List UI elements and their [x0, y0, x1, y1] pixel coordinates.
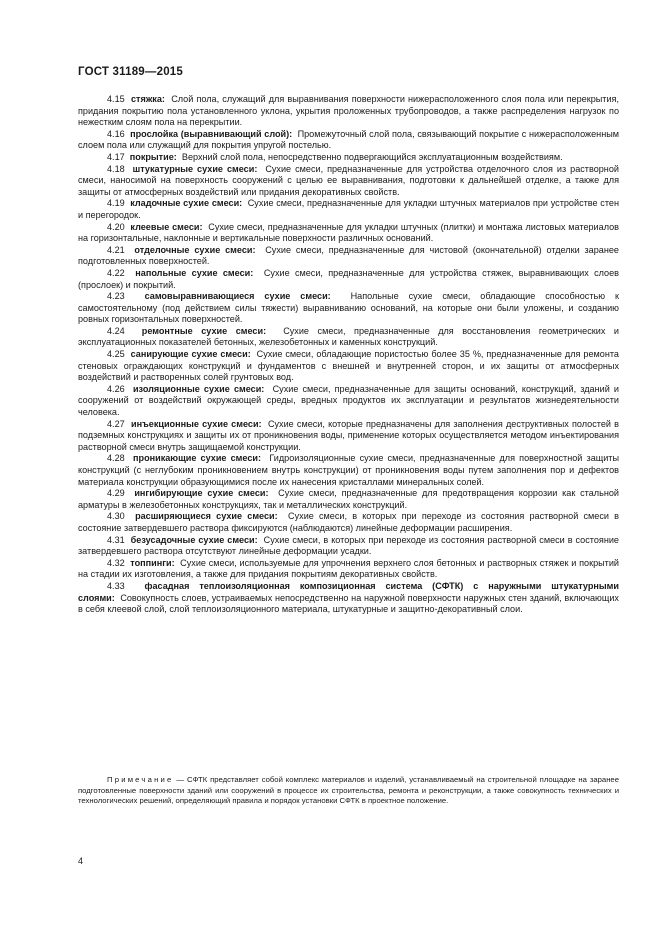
clause-term: самовыравнивающиеся сухие смеси: — [144, 291, 331, 302]
clause-definition: Сухие смеси, предназначенные для устройства отделочного слоя из растворной смеси, наносимой на поверхность сооружений с целью ее выравнивания, подготовки к дальнейшей отделке, а также для защиты от атмосферных воздействий или придания декоративных свойств. — [78, 163, 619, 197]
clause-4-19 — [78, 198, 619, 221]
clause-term: ремонтные сухие смеси: — [141, 325, 267, 336]
clause-definition: Сухие смеси, которые предназначены для заполнения деструктивных полостей в подземных конструкциях и защиты их от проникновения воды, применение которых осуществляется методом инъектирования растворной смеси внутрь защищаемой конструкции. — [78, 418, 619, 452]
clause-number: 4.15 — [107, 94, 125, 104]
clause-4-32 — [78, 558, 619, 581]
clause-definition: Напольные сухие смеси, обладающие способностью к самостоятельному (под действием силы тяжести) выравниванию оснований, на которые они были уложены, и созданию ровных горизонтальных поверхностей. — [78, 291, 619, 325]
clause-number: 4.29 — [107, 488, 125, 499]
clause-4-27 — [78, 419, 619, 454]
clause-definition: Сухие смеси, предназначенные для защиты оснований, конструкций, зданий и сооружений от воздействий окружающей среды, вредных продуктов их эксплуатации и результатов жизнедеятельности человека. — [78, 383, 619, 418]
clause-definition: Промежуточный слой пола, связывающий покрытие с нижерасположенным слоем пола или служащий для покрытия упругой постелью. — [78, 128, 619, 151]
clause-term: стяжка: — [131, 94, 165, 104]
clause-term: проникающие сухие смеси: — [133, 453, 262, 464]
clause-term: прослойка (выравнивающий слой): — [130, 128, 293, 139]
clause-4-26 — [78, 384, 619, 419]
clause-number: 4.20 — [107, 221, 125, 232]
note — [78, 775, 619, 807]
clause-term: отделочные сухие смеси: — [134, 244, 256, 255]
clause-number: 4.32 — [107, 557, 125, 568]
clause-definition: Сухие смеси, в которых при переходе из состояния растворной смеси в состояние затвердевшего раствора фиксируются (наблюдаются) линейные деформации расширения. — [78, 511, 619, 533]
clause-number: 4.33 — [107, 580, 125, 591]
clause-term: изоляционные сухие смеси: — [132, 383, 265, 394]
clause-4-30 — [78, 511, 619, 534]
clause-4-24 — [78, 326, 619, 349]
clause-4-15 — [78, 94, 619, 129]
clause-number: 4.26 — [107, 383, 125, 394]
clause-4-28 — [78, 453, 619, 488]
clause-definition: Сухие смеси, предназначенные для восстановления геометрических и эксплуатационных показателей бетонных, железобетонных и каменных конструкций. — [78, 325, 619, 348]
clause-number: 4.18 — [107, 163, 125, 174]
clause-4-22 — [78, 268, 619, 291]
clause-4-29 — [78, 488, 619, 511]
note-label: Примечание — [107, 775, 174, 784]
clause-number: 4.22 — [107, 267, 125, 278]
clause-number: 4.30 — [107, 511, 125, 522]
clause-term: санирующие сухие смеси: — [130, 349, 251, 360]
clause-definition: Сухие смеси, обладающие пористостью более 35 %, предназначенные для ремонта стеновых ограждающих конструкций и фундаментов с внешней и внутренней сторон, и их защиты от атмосферных воздействий и растворенных солей грунтовых вод. — [78, 349, 619, 383]
clause-definition: Сухие смеси, предназначенные для укладки штучных (плитки) и монтажа листовых материалов на горизонтальные, наклонные и вертикальные поверхности различных оснований. — [78, 221, 619, 244]
page-number: 4 — [78, 856, 84, 866]
clause-4-18 — [78, 164, 619, 199]
clause-term: расширяющиеся сухие смеси: — [135, 511, 278, 522]
clause-definition: Слой пола, служащий для выравнивания поверхности нижерасположенного слоя пола или перекрытия, придания покрытию пола установленного уклона, укрытия проложенных трубопроводов, а также распределения нагрузок по нежестким слоям пола на перекрытии. — [78, 94, 619, 128]
clause-4-33 — [78, 581, 619, 616]
clause-definition: Верхний слой пола, непосредственно подвергающийся эксплуатационным воздействиям. — [181, 151, 563, 162]
clause-4-20 — [78, 222, 619, 245]
clause-definition: Совокупность слоев, устраиваемых непосредственно на наружной поверхности наружных стен зданий, включающих в себя клеевой слой, слой теплоизоляционного материала, штукатурные и защитно-декоративный слои. — [78, 592, 619, 615]
clauses-list — [78, 94, 619, 616]
note-text: — СФТК представляет собой комплекс материалов и изделий, устанавливаемый на строительной площадке на заранее подготовленные поверхности зданий или сооружений в процессе их строительства, ремонта и реконструкции, а также совокупность технических и технологических решений, определяющий правила и порядок установки СФТК в проектное положение. — [78, 775, 619, 806]
clause-term: штукатурные сухие смеси: — [132, 163, 258, 174]
clause-number: 4.23 — [107, 291, 125, 302]
clause-term: ингибирующие сухие смеси: — [134, 488, 269, 499]
clause-number: 4.27 — [107, 418, 125, 429]
clause-definition: Сухие смеси, предназначенные для чистовой (окончательной) отделки заранее подготовленных поверхностей. — [78, 244, 619, 267]
clause-number: 4.25 — [107, 349, 125, 360]
clause-number: 4.28 — [107, 453, 125, 464]
clause-4-25 — [78, 349, 619, 384]
clause-definition: Гидроизоляционные сухие смеси, предназначенные для поверхностной защиты конструкций (с неглубоким проникновением внутрь конструкции) от проникновения воды путем заполнения пор и дефектов материала конструкции образующимися после их нанесения кристаллами минеральных солей. — [78, 453, 620, 487]
clause-4-31 — [78, 535, 619, 558]
clause-number: 4.17 — [107, 151, 125, 162]
clause-number: 4.21 — [107, 244, 125, 255]
clause-definition: Сухие смеси, предназначенные для укладки штучных материалов при устройстве стен и перегородок. — [78, 198, 619, 220]
clause-4-16 — [78, 129, 619, 152]
clause-definition: Сухие смеси, предназначенные для устройства стяжек, выравнивающих слоев (прослоек) и покрытий. — [78, 267, 619, 290]
clause-definition: Сухие смеси, используемые для упрочнения верхнего слоя бетонных и растворных стяжек и покрытий на стадии их изготовления, а также для придания покрытиям декоративных свойств. — [78, 557, 619, 580]
clause-number: 4.19 — [107, 198, 125, 209]
clause-4-21 — [78, 245, 619, 268]
clause-term: клеевые смеси: — [130, 221, 203, 232]
clause-term: топпинги: — [130, 557, 175, 568]
clause-number: 4.31 — [107, 534, 125, 545]
clause-term: фасадная теплоизоляционная композиционная система (СФТК) с наружными штукатурными слоями: — [78, 580, 619, 603]
clause-definition: Сухие смеси, в которых при переходе из состояния растворной смеси в состояние затвердевшего раствора отсутствуют линейные деформации усадки. — [78, 534, 619, 557]
document-header: ГОСТ 31189—2015 — [78, 66, 183, 78]
clause-term: безусадочные сухие смеси: — [130, 534, 258, 545]
clause-number: 4.24 — [107, 325, 125, 336]
clause-term: кладочные сухие смеси: — [130, 198, 243, 209]
clause-term: покрытие: — [129, 151, 177, 162]
clause-number: 4.16 — [107, 128, 125, 139]
clause-4-17 — [78, 152, 619, 164]
clause-definition: Сухие смеси, предназначенные для предотвращения коррозии как стальной арматуры в железобетонных конструкциях, так и металлических конструкций. — [78, 488, 619, 510]
clause-term: инъекционные сухие смеси: — [131, 418, 262, 429]
clause-term: напольные сухие смеси: — [135, 267, 254, 278]
clause-4-23 — [78, 291, 619, 326]
